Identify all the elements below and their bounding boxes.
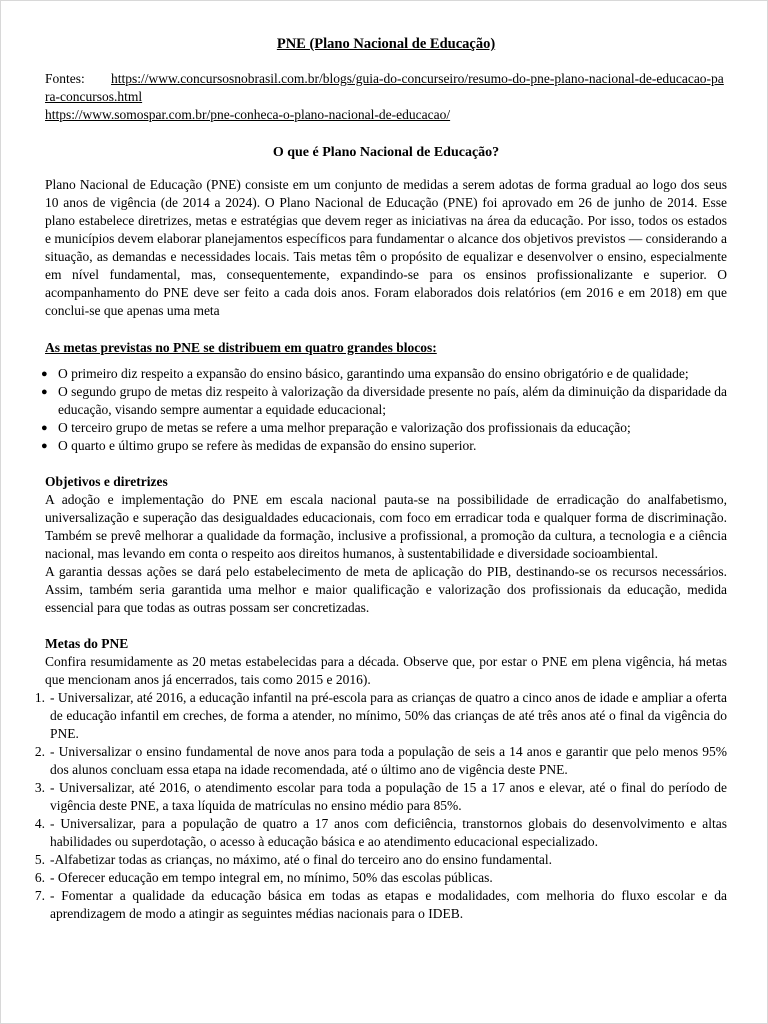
bullet-icon: ● [41, 422, 48, 434]
bullet-icon: ● [41, 368, 48, 380]
section-heading-what-is: O que é Plano Nacional de Educação? [272, 145, 500, 160]
list-item-number: 6. [34, 870, 45, 885]
metas-numbered-list [34, 689, 727, 923]
list-item [25, 869, 727, 887]
list-item [25, 887, 727, 923]
blocks-bullet-list [41, 365, 727, 455]
list-item-text: - Universalizar, para a população de quatro a 17 anos com deficiência, transtornos globais do desenvolvimento e altas habilidades ou superdotação, o acesso à educação básica e ao atendimento educacional especializado. [50, 816, 727, 849]
paragraph-objetivos-2: A garantia dessas ações se dará pelo estabelecimento de meta de aplicação do PIB, destinando-se os recursos necessários. Assim, também seria garantida uma melhor e maior qualificação e valorização dos profissionais da educação, medida essencial para que todas as outras possam ser concretizadas. [45, 564, 727, 615]
list-item-text: O segundo grupo de metas diz respeito à valorização da diversidade presente no país, além da diminuição da disparidade da educação, visando sempre aumentar a equidade educacional; [58, 384, 727, 417]
bullet-icon: ● [41, 440, 48, 452]
list-item-text: - Universalizar, até 2016, o atendimento escolar para toda a população de 15 a 17 anos e elevar, até o final do período de vigência deste PNE, a taxa líquida de matrículas no ensino médio para 85%. [50, 780, 727, 813]
list-item-number: 4. [34, 816, 45, 831]
list-item-text: -Alfabetizar todas as crianças, no máximo, até o final do terceiro ano do ensino fundamental. [50, 852, 552, 867]
sources-label: Fontes: [45, 71, 85, 86]
section-heading-objetivos: Objetivos e diretrizes [45, 474, 168, 489]
list-item [25, 815, 727, 851]
paragraph-metas-intro: Confira resumidamente as 20 metas estabelecidas para a década. Observe que, por estar o PNE em plena vigência, há metas que mencionam anos já encerrados, tais como 2015 e 2016). [45, 654, 727, 687]
list-item [33, 383, 727, 419]
list-item [25, 743, 727, 779]
list-item-text: - Universalizar o ensino fundamental de nove anos para toda a população de seis a 14 anos e garantir que pelo menos 95% dos alunos concluam essa etapa na idade recomendada, até o último ano de vigência deste PNE. [50, 744, 727, 777]
list-item-text: O primeiro diz respeito a expansão do ensino básico, garantindo uma expansão do ensino obrigatório e de qualidade; [58, 366, 689, 381]
page-title [45, 35, 727, 54]
source-link-1[interactable]: https://www.concursosnobrasil.com.br/blogs/guia-do-concurseiro/resumo-do-pne-plano-nacional-de-educacao-para-concursos.html [45, 71, 724, 104]
list-item-number: 3. [34, 780, 45, 795]
list-item [25, 779, 727, 815]
list-item-text: - Universalizar, até 2016, a educação infantil na pré-escola para as crianças de quatro a cinco anos de idade e ampliar a oferta de educação infantil em creches, de forma a atender, no mínimo, 50% das crianças de até três anos até o final da vigência do PNE. [50, 690, 727, 741]
section-heading-blocks: As metas previstas no PNE se distribuem em quatro grandes blocos: [45, 340, 437, 355]
list-item-text: - Oferecer educação em tempo integral em, no mínimo, 50% das escolas públicas. [50, 870, 493, 885]
list-item [33, 419, 727, 437]
list-item-number: 7. [34, 888, 45, 903]
list-item-text: O quarto e último grupo se refere às medidas de expansão do ensino superior. [58, 438, 477, 453]
list-item [25, 851, 727, 869]
list-item-number: 2. [34, 744, 45, 759]
paragraph-what-is: Plano Nacional de Educação (PNE) consiste em um conjunto de medidas a serem adotas de forma gradual ao logo dos seus 10 anos de vigência (de 2014 a 2024). O Plano Nacional de Educação (PNE) foi aprovado em 26 de junho de 2014. Esse plano estabelece diretrizes, metas e estratégias que devem reger as iniciativas na área da educação. Por isso, todos os estados e municípios devem elaborar planejamentos específicos para fundamentar o alcance dos objetivos previstos — considerando a situação, as demandas e necessidades locais. Tais metas têm o propósito de equalizar e desenvolver o ensino, especialmente em nível fundamental, mas, consequentemente, expandindo-se para os ensinos profissionalizante e superior. O acompanhamento do PNE deve ser feito a cada dois anos. Foram elaborados dois relatórios (em 2016 e em 2018) em que conclui-se que apenas uma meta [45, 177, 727, 318]
section-heading-metas: Metas do PNE [45, 636, 129, 651]
sources-block [45, 70, 727, 124]
list-item-number: 1. [34, 690, 45, 705]
list-item-text: O terceiro grupo de metas se refere a uma melhor preparação e valorização dos profissionais da educação; [58, 420, 631, 435]
list-item [33, 365, 727, 383]
paragraph-objetivos-1: A adoção e implementação do PNE em escala nacional pauta-se na possibilidade de erradicação do analfabetismo, universalização e superação das desigualdades educacionais, com foco em erradicar toda e qualquer forma de discriminação. Também se prevê melhorar a qualidade da formação, inclusive a profissional, a promoção da cultura, a tecnologia e a ciência nacional, mas levando em conta o respeito aos direitos humanos, à sustentabilidade e diversidade socioambiental. [45, 492, 727, 561]
list-item-number: 5. [34, 852, 45, 867]
document-content [34, 35, 727, 923]
list-item [33, 437, 727, 455]
page-title-text: PNE (Plano Nacional de Educação) [276, 36, 496, 52]
source-link-2[interactable]: https://www.somospar.com.br/pne-conheca-o-plano-nacional-de-educacao/ [45, 107, 451, 122]
list-item [25, 689, 727, 743]
bullet-icon: ● [41, 386, 48, 398]
list-item-text: - Fomentar a qualidade da educação básica em todas as etapas e modalidades, com melhoria do fluxo escolar e da aprendizagem de modo a atingir as seguintes médias nacionais para o IDEB. [50, 888, 727, 921]
